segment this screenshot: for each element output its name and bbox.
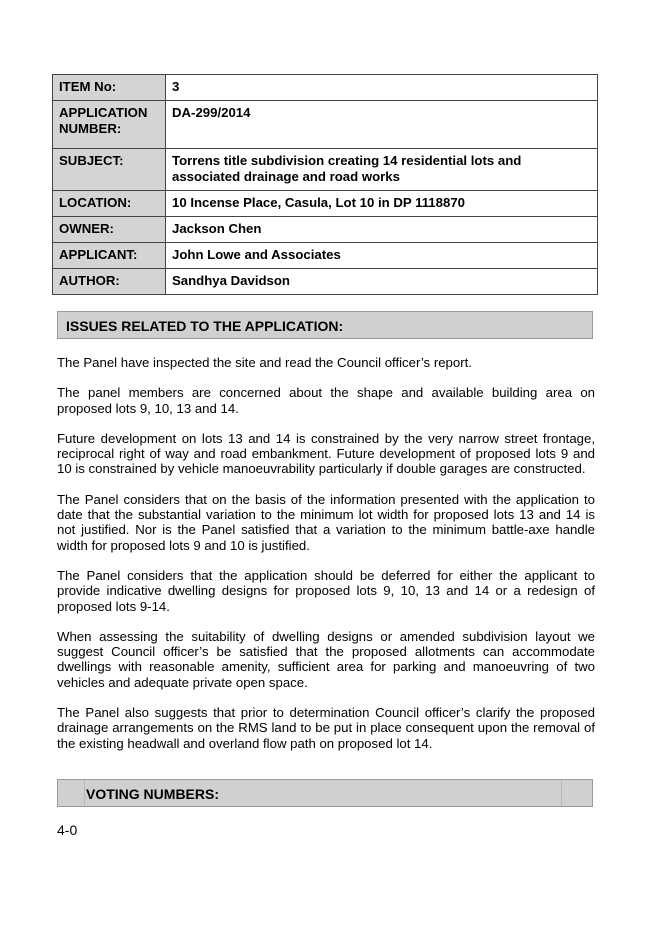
table-row [53, 149, 598, 191]
voting-heading-bar [57, 779, 593, 807]
owner-label: OWNER: [53, 217, 166, 243]
application-details-table [52, 74, 598, 295]
paragraph: When assessing the suitability of dwelling designs or amended subdivision layout we suggest Council officer’s be satisfied that the proposed allotments can accommodate dwellings with reasonable amenity, sufficient area for parking and manoeuvring of two vehicles and adequate private open space. [57, 628, 595, 690]
location-label: LOCATION: [53, 191, 166, 217]
paragraph: The panel members are concerned about the shape and available building area on proposed lots 9, 10, 13 and 14. [57, 385, 595, 416]
applicant-label: APPLICANT: [53, 243, 166, 269]
item-number-label: ITEM No: [53, 75, 166, 101]
paragraph: The Panel also suggests that prior to determination Council officer’s clarify the proposed drainage arrangements on the RMS land to be put in place consequent upon the removal of the existing headwall and overland flow path on proposed lot 14. [57, 705, 595, 751]
issues-heading-bar [57, 311, 593, 339]
author-value: Sandhya Davidson [166, 269, 598, 295]
owner-value: Jackson Chen [166, 217, 598, 243]
voting-heading: VOTING NUMBERS: [86, 786, 219, 802]
application-number-label: APPLICATION NUMBER: [53, 101, 166, 149]
table-row [53, 191, 598, 217]
table-row [53, 243, 598, 269]
paragraph: The Panel considers that the application should be deferred for either the applicant to provide indicative dwelling designs for proposed lots 9, 10, 13 and 14 or a redesign of proposed lots 9-14. [57, 567, 595, 614]
bar-divider [561, 780, 562, 806]
subject-label: SUBJECT: [53, 149, 166, 191]
item-number-value: 3 [166, 75, 598, 101]
voting-result: 4-0 [57, 822, 78, 838]
table-row [53, 75, 598, 101]
table-row [53, 101, 598, 149]
paragraph: The Panel have inspected the site and read the Council officer’s report. [57, 355, 472, 370]
table-row [53, 269, 598, 295]
location-value: 10 Incense Place, Casula, Lot 10 in DP 1118870 [166, 191, 598, 217]
author-label: AUTHOR: [53, 269, 166, 295]
paragraph: Future development on lots 13 and 14 is constrained by the very narrow street frontage, reciprocal right of way and road embankment. Future development of proposed lots 9 and 10 is constrained by vehicle manoeuvrability particularly if double garages are constructed. [57, 430, 595, 477]
applicant-value: John Lowe and Associates [166, 243, 598, 269]
issues-body [57, 355, 595, 766]
subject-value: Torrens title subdivision creating 14 residential lots and associated drainage and road works [166, 149, 598, 191]
issues-heading: ISSUES RELATED TO THE APPLICATION: [66, 318, 344, 334]
bar-divider [84, 780, 85, 806]
table-row [53, 217, 598, 243]
application-number-value: DA-299/2014 [166, 101, 598, 149]
paragraph: The Panel considers that on the basis of the information presented with the application to date that the substantial variation to the minimum lot width for proposed lots 13 and 14 is not justified. Nor is the Panel satisfied that a variation to the minimum battle-axe handle width for proposed lots 9 and 10 is justified. [57, 491, 595, 553]
